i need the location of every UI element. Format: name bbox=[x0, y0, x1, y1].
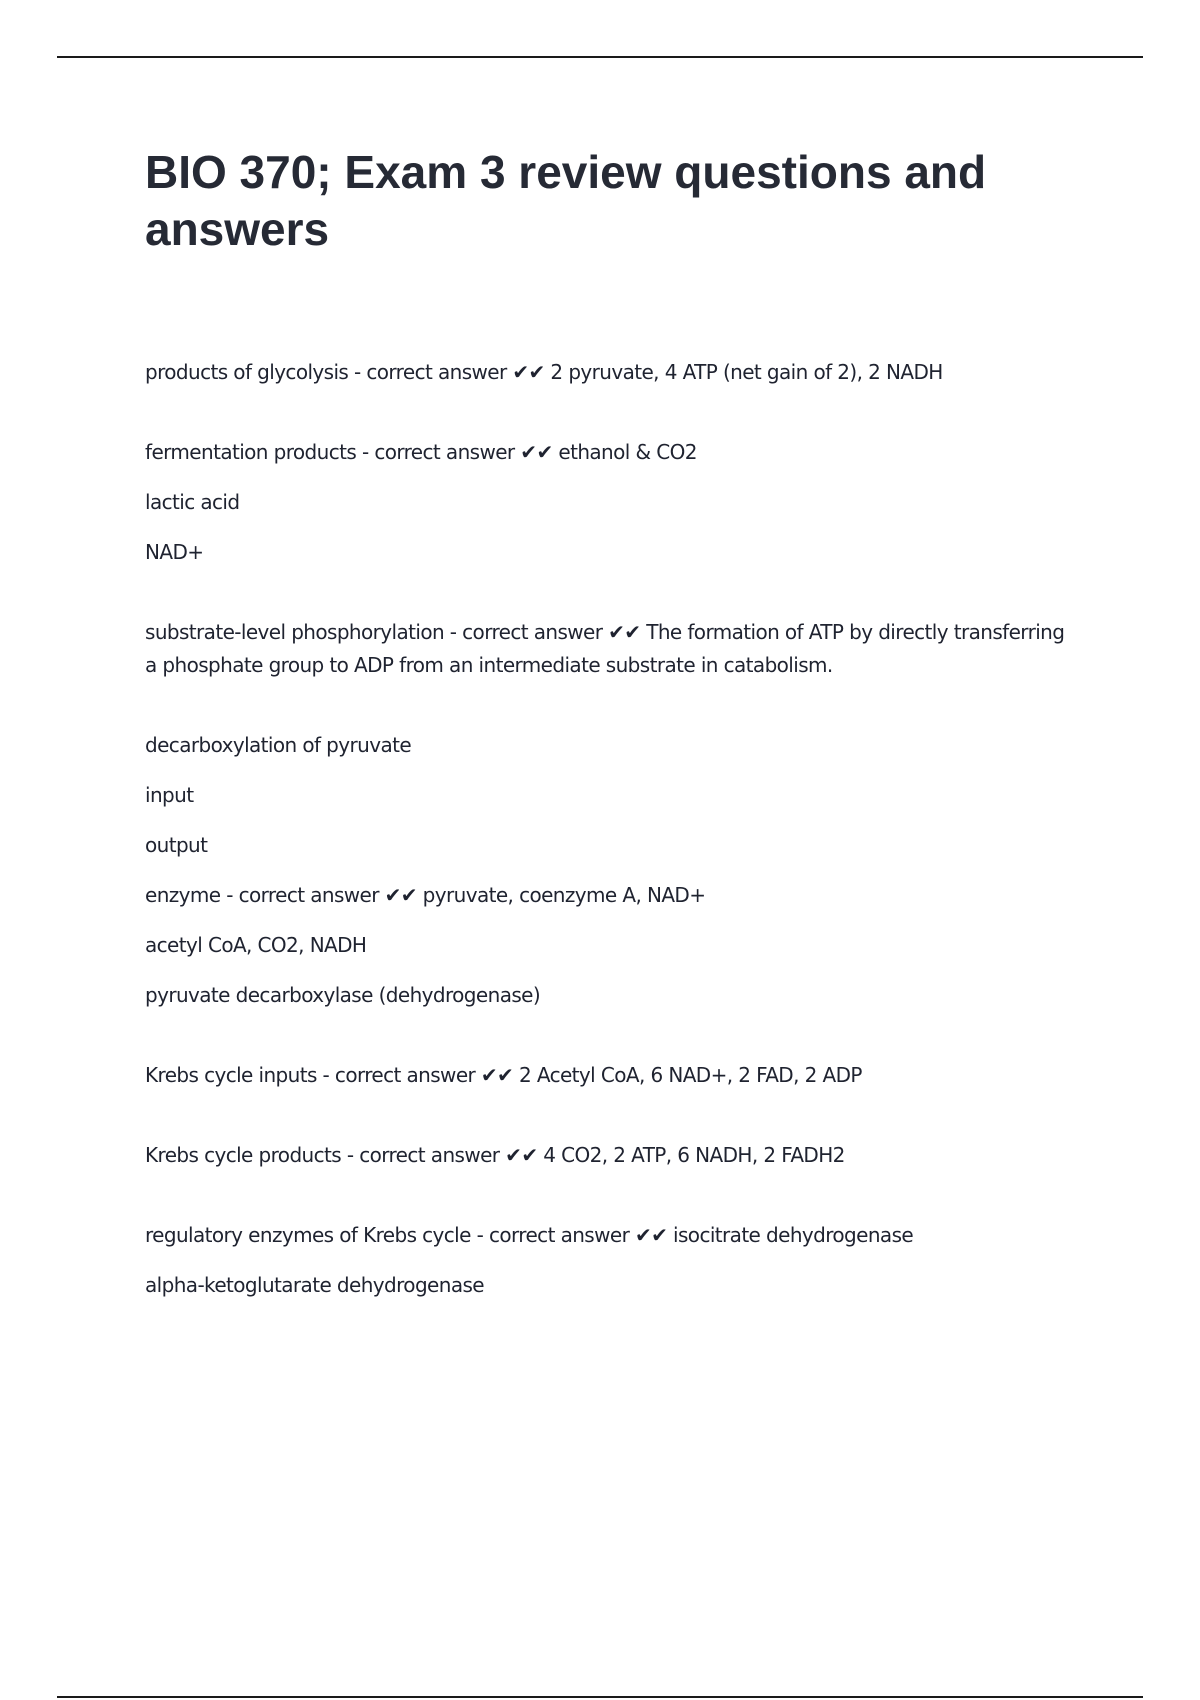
qa-line: pyruvate decarboxylase (dehydrogenase) bbox=[145, 983, 541, 1007]
document-body bbox=[145, 356, 1071, 1349]
qa-line: fermentation products - correct answer ✔✔ ethanol & CO2 bbox=[145, 440, 697, 464]
qa-line: substrate-level phosphorylation - correct answer ✔✔ The formation of ATP by directly transferring a phosphate group to ADP from an intermediate substrate in catabolism. bbox=[145, 620, 1071, 677]
qa-item-krebs-products bbox=[145, 1139, 1065, 1172]
qa-line: NAD+ bbox=[145, 540, 204, 564]
qa-line: decarboxylation of pyruvate bbox=[145, 733, 412, 757]
qa-item-substrate-level-phosphorylation bbox=[145, 616, 1071, 682]
qa-line: Krebs cycle inputs - correct answer ✔✔ 2 Acetyl CoA, 6 NAD+, 2 FAD, 2 ADP bbox=[145, 1063, 862, 1087]
qa-item-krebs-inputs bbox=[145, 1059, 1065, 1092]
qa-line: lactic acid bbox=[145, 490, 240, 514]
qa-line: enzyme - correct answer ✔✔ pyruvate, coenzyme A, NAD+ bbox=[145, 883, 706, 907]
qa-item-krebs-regulatory-enzymes bbox=[145, 1219, 1065, 1302]
qa-item-fermentation-products bbox=[145, 436, 1065, 569]
qa-item-glycolysis-products bbox=[145, 356, 1065, 389]
qa-line: products of glycolysis - correct answer ✔✔ 2 pyruvate, 4 ATP (net gain of 2), 2 NADH bbox=[145, 360, 943, 384]
qa-line: acetyl CoA, CO2, NADH bbox=[145, 933, 367, 957]
header-rule bbox=[57, 56, 1143, 58]
qa-line: regulatory enzymes of Krebs cycle - correct answer ✔✔ isocitrate dehydrogenase bbox=[145, 1223, 914, 1247]
footer-rule bbox=[57, 1696, 1143, 1698]
qa-line: alpha-ketoglutarate dehydrogenase bbox=[145, 1273, 484, 1297]
qa-line: output bbox=[145, 833, 208, 857]
document-title: BIO 370; Exam 3 review questions and answers bbox=[145, 146, 987, 255]
qa-line: Krebs cycle products - correct answer ✔✔ 4 CO2, 2 ATP, 6 NADH, 2 FADH2 bbox=[145, 1143, 845, 1167]
qa-line: input bbox=[145, 783, 194, 807]
qa-item-pyruvate-decarboxylation bbox=[145, 729, 1065, 1012]
